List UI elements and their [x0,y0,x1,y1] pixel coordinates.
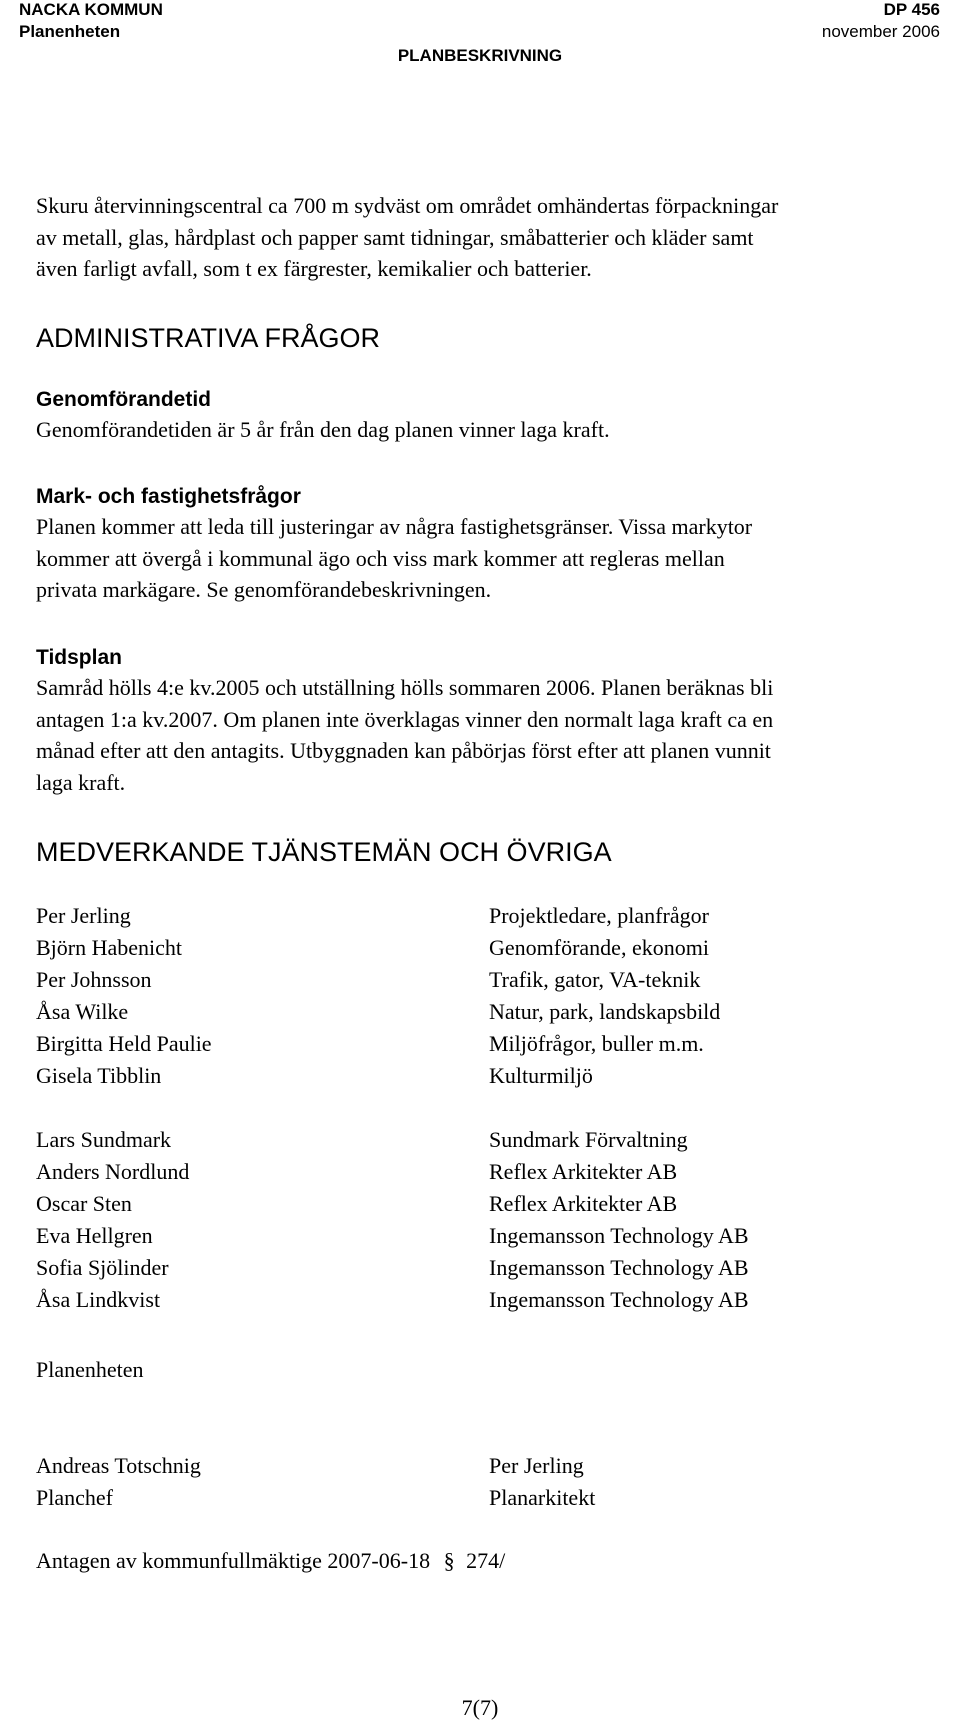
staff-name: Åsa Wilke [36,999,129,1024]
adoption-line [36,1545,505,1577]
staff-role: Ingemansson Technology AB [489,1223,749,1248]
staff-role: Ingemansson Technology AB [489,1287,749,1312]
staff-group-1 [0,900,960,1092]
header-org: NACKA KOMMUN [19,0,163,19]
paragraph-tidsplan [36,672,773,798]
header-date: november 2006 [821,22,940,41]
staff-role: Sundmark Förvaltning [489,1127,688,1152]
staff-role: Genomförande, ekonomi [489,935,709,960]
staff-row [0,996,960,1028]
staff-role: Natur, park, landskapsbild [489,999,721,1024]
header-doc-id: DP 456 [883,0,940,19]
staff-name: Sofia Sjölinder [36,1255,169,1280]
staff-row [0,1124,960,1156]
adoption-text: Antagen av kommunfullmäktige 2007-06-18 [36,1548,431,1573]
staff-row [0,1252,960,1284]
staff-name: Per Johnsson [36,967,152,992]
staff-row [0,964,960,996]
intro-line: även farligt avfall, som t ex färgrester, kemikalier och batterier. [36,256,592,281]
staff-name: Eva Hellgren [36,1223,153,1248]
text-line: Genomförandetiden är 5 år från den dag planen vinner laga kraft. [36,417,610,442]
staff-role: Ingemansson Technology AB [489,1255,749,1280]
signature-right-title: Planarkitekt [489,1485,596,1510]
section-heading-staff: MEDVERKANDE TJÄNSTEMÄN OCH ÖVRIGA [36,837,612,867]
staff-row [0,932,960,964]
staff-role: Reflex Arkitekter AB [489,1159,678,1184]
header-doc-type: PLANBESKRIVNING [397,46,563,65]
subheading-mark: Mark- och fastighetsfrågor [36,485,301,508]
staff-name: Per Jerling [36,903,131,928]
staff-row [0,1188,960,1220]
staff-name: Birgitta Held Paulie [36,1031,212,1056]
signature-right-name: Per Jerling [489,1453,584,1478]
staff-role: Miljöfrågor, buller m.m. [489,1031,704,1056]
intro-line: Skuru återvinningscentral ca 700 m sydväst om området omhändertas förpackningar [36,193,779,218]
subheading-genomforandetid: Genomförandetid [36,388,212,411]
section-heading-admin: ADMINISTRATIVA FRÅGOR [36,323,381,353]
text-line: Samråd hölls 4:e kv.2005 och utställning hölls sommaren 2006. Planen beräknas bli [36,675,774,700]
text-line: laga kraft. [36,769,126,795]
staff-group-2 [0,1124,960,1316]
staff-name: Gisela Tibblin [36,1063,162,1088]
page-number: 7(7) [461,1695,499,1720]
signature-left-title: Planchef [36,1485,113,1510]
staff-name: Lars Sundmark [36,1127,172,1152]
staff-name: Anders Nordlund [36,1159,190,1184]
staff-row [0,1028,960,1060]
staff-role: Reflex Arkitekter AB [489,1191,678,1216]
staff-name: Oscar Sten [36,1191,132,1216]
staff-row [0,900,960,932]
text-line: antagen 1:a kv.2007. Om planen inte överklagas vinner den normalt laga kraft ca en [36,706,774,732]
text-line: Planen kommer att leda till justeringar av några fastighetsgränser. Vissa markytor [36,514,753,539]
section-sign: § [443,1548,455,1573]
signature-left-name: Andreas Totschnig [36,1453,201,1478]
intro-line: av metall, glas, hårdplast och papper samt tidningar, småbatterier och kläder samt [36,224,754,250]
signature-unit: Planenheten [36,1357,144,1382]
staff-role: Projektledare, planfrågor [489,903,709,928]
intro-paragraph [36,190,778,285]
text-line: privata markägare. Se genomförandebeskrivningen. [36,577,492,602]
staff-row [0,1220,960,1252]
header-unit: Planenheten [19,22,121,41]
text-line: månad efter att den antagits. Utbyggnaden kan påbörjas först efter att planen vunnit [36,738,771,763]
staff-row [0,1284,960,1316]
paragraph-genomforandetid [36,414,610,446]
staff-name: Björn Habenicht [36,935,183,960]
staff-row [0,1060,960,1092]
paragraph-mark [36,511,752,606]
staff-role: Kulturmiljö [489,1063,593,1088]
adoption-number: 274/ [466,1548,506,1573]
staff-name: Åsa Lindkvist [36,1287,161,1312]
subheading-tidsplan: Tidsplan [36,646,122,669]
staff-row [0,1156,960,1188]
text-line: kommer att övergå i kommunal ägo och viss mark kommer att regleras mellan [36,545,725,571]
staff-role: Trafik, gator, VA-teknik [489,967,701,992]
